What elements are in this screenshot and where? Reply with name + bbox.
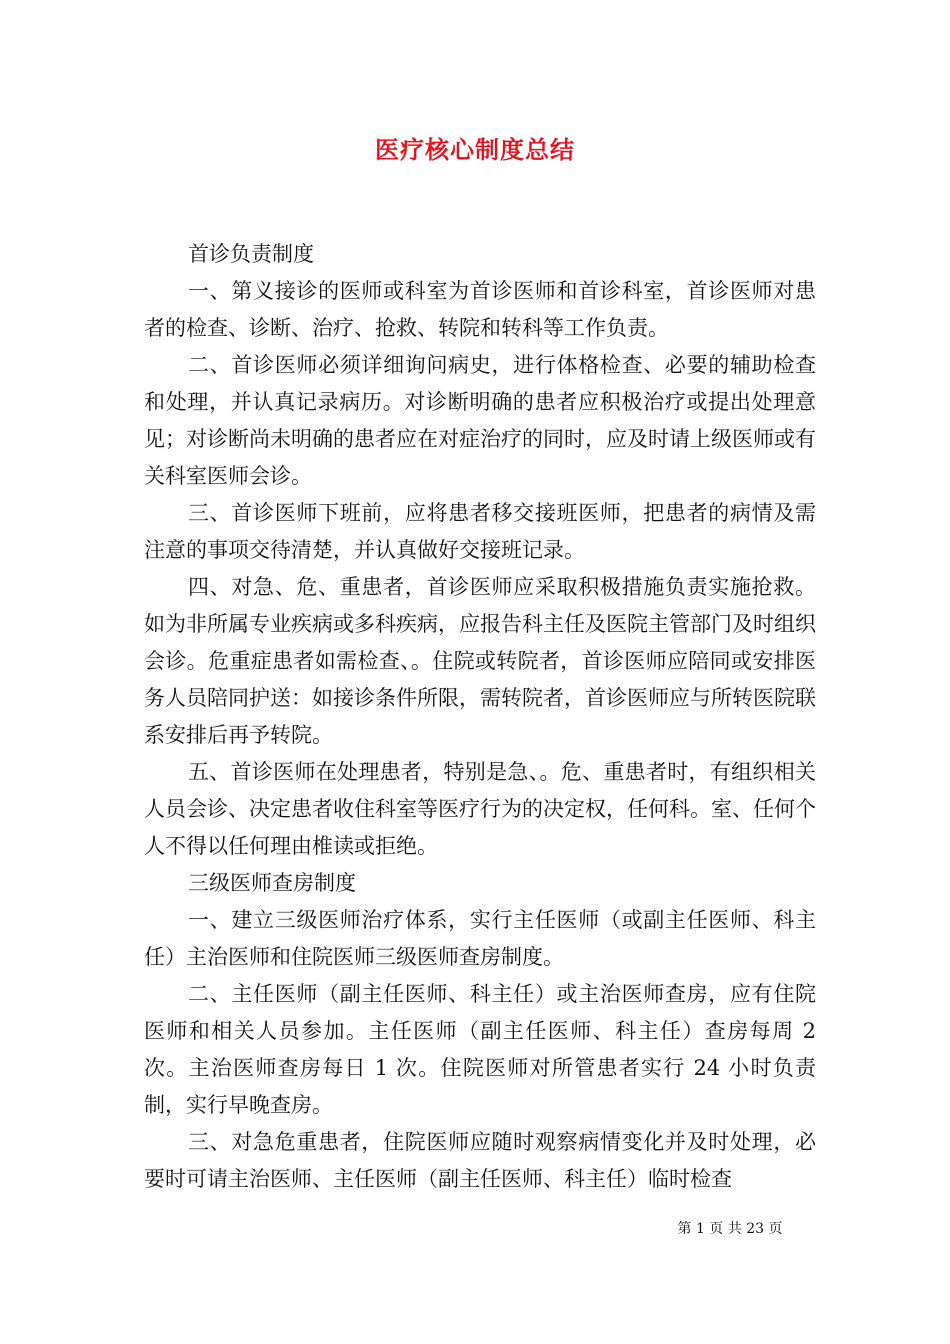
paragraph: 一、第义接诊的医师或科室为首诊医师和首诊科室，首诊医师对患者的检查、诊断、治疗、抢救、转院和转科等工作负责。 — [144, 279, 816, 340]
document-body — [144, 236, 816, 1198]
section-three-level-rounds — [144, 865, 816, 1198]
document-title: 医疗核心制度总结 — [375, 135, 575, 164]
page-number: 第 1 页 共 23 页 — [677, 1221, 783, 1237]
paragraph: 三、对急危重患者，住院医师应随时观察病情变化并及时处理，必要时可请主治医师、主任医师（副主任医师、科主任）临时检查 — [144, 1130, 816, 1191]
paragraph: 四、对急、危、重患者，首诊医师应采取积极措施负责实施抢救。如为非所属专业疾病或多科疾病，应报告科主任及医院主管部门及时组织会诊。危重症患者如需检查、。住院或转院者，首诊医师应陪同或安排医务人员陪同护送：如接诊条件所限，需转院者，首诊医师应与所转医院联系安排后再予转院。 — [144, 575, 816, 747]
paragraph: 二、首诊医师必须详细询问病史，进行体格检查、必要的辅助检查和处理，并认真记录病历。对诊断明确的患者应积极治疗或提出处理意见；对诊断尚未明确的患者应在对症治疗的同时，应及时请上级医师或有关科室医师会诊。 — [144, 353, 816, 488]
section-heading: 首诊负责制度 — [188, 242, 314, 266]
paragraph: 一、建立三级医师治疗体系，实行主任医师（或副主任医师、科主任）主治医师和住院医师三级医师查房制度。 — [144, 908, 816, 969]
section-heading: 三级医师查房制度 — [188, 871, 356, 895]
paragraph: 二、主任医师（副主任医师、科主任）或主治医师查房，应有住院医师和相关人员参加。主任医师（副主任医师、科主任）查房每周 2 次。主治医师查房每日 1 次。住院医师对所管患者实行 24 小时负责制，实行早晚查房。 — [144, 982, 816, 1117]
paragraph: 三、首诊医师下班前，应将患者移交接班医师，把患者的病情及需注意的事项交待清楚，并认真做好交接班记录。 — [144, 501, 816, 562]
paragraph: 五、首诊医师在处理患者，特别是急、。危、重患者时，有组织相关人员会诊、决定患者收住科室等医疗行为的决定权，任何科。室、任何个人不得以任何理由椎读或拒绝。 — [144, 760, 816, 858]
section-first-visit — [144, 236, 816, 865]
